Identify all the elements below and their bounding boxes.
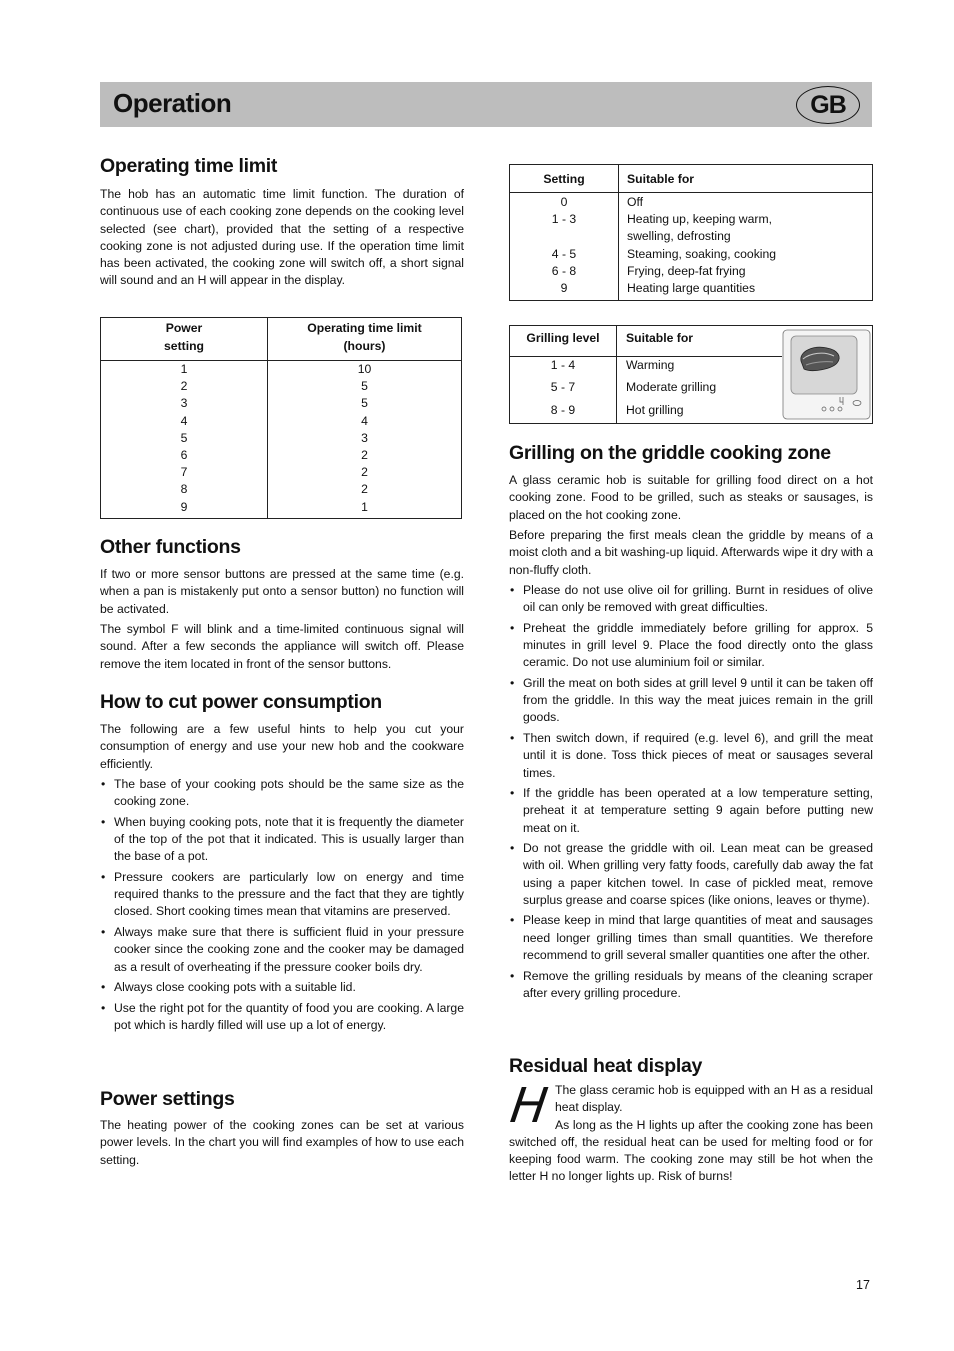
grill-suitable-for-header: Suitable for	[626, 331, 694, 345]
residual-heat-symbol: H	[507, 1078, 552, 1134]
list-item: • When buying cooking pots, note that it is frequently the diameter of the top of the pot that it indicated. This is usually larger than the base of a pot.	[100, 814, 464, 866]
grill-level-2: 5 - 7	[550, 380, 576, 394]
power-settings-heading: Power settings	[100, 1088, 235, 1110]
griddle-para-2: Before preparing the first meals clean the griddle by means of a moist cloth and a bit washing-up liquid. Afterwards wipe it dry with a non-fluffy cloth.	[509, 528, 873, 577]
other-functions-heading: Other functions	[100, 536, 241, 558]
suitable-for-header: Suitable for	[619, 165, 873, 193]
grill-level-1: 1 - 4	[550, 358, 576, 372]
page-number: 17	[856, 1278, 870, 1292]
time-limit-value: 10	[357, 362, 372, 376]
grill-use-1: Warming	[626, 358, 675, 372]
power-setting-values	[101, 361, 268, 519]
time-limit-value: 5	[361, 379, 368, 394]
grill-level-3: 8 - 9	[550, 403, 576, 417]
page-title: Operation	[113, 88, 232, 118]
header-bar	[100, 82, 872, 127]
list-item: • Remove the grilling residuals by means of the cleaning scraper after every grilling procedure.	[509, 968, 873, 1003]
grill-use-2: Moderate grilling	[626, 380, 717, 394]
time-limit-value: 2	[361, 482, 368, 497]
list-item: • Pressure cookers are particularly low on energy and time required thanks to the pressure and the fact that they are tightly closed. Short cooking times mean that vitamins are preserved.	[100, 869, 464, 921]
other-functions-para-2: The symbol F will blink and a time-limited continuous signal will sound. After a few seconds the appliance will switch off. Please remove the item located in front of the sensor buttons.	[100, 622, 464, 671]
power-consumption-list	[100, 776, 464, 1037]
power-consumption-heading: How to cut power consumption	[100, 691, 382, 713]
list-item: • Please do not use olive oil for grilling. Burnt in residues of olive oil can only be removed with great difficulties.	[509, 582, 873, 617]
power-setting-value: 8	[180, 482, 188, 497]
suitable-for-values: Off Heating up, keeping warm, swelling, defrosting Steaming, soaking, cooking Frying, deep-fat frying Heating large quantities	[619, 193, 873, 301]
operating-time-limit-heading: Operating time limit	[100, 155, 278, 177]
power-consumption-intro: The following are a few useful hints to help you cut your consumption of energy and use your new hob and the cookware efficiently.	[100, 722, 464, 771]
grill-table	[509, 325, 873, 424]
power-setting-header: Power setting	[101, 318, 268, 361]
griddle-hob-illustration	[782, 329, 872, 421]
list-item: • Grill the meat on both sides at grill level 9 until it can be taken off from the griddle. In this way the meat juices remain in the grill goods.	[509, 675, 873, 727]
grill-use-3: Hot grilling	[626, 403, 684, 417]
time-limit-table	[100, 317, 462, 519]
power-setting-value: 1	[180, 362, 188, 376]
power-setting-value: 2	[180, 379, 188, 394]
time-limit-value: 4	[361, 413, 368, 428]
griddle-heading: Grilling on the griddle cooking zone	[509, 442, 831, 464]
time-limit-value: 1	[361, 499, 368, 514]
time-limit-values	[268, 361, 462, 519]
time-limit-value: 3	[361, 430, 368, 445]
list-item: • The base of your cooking pots should be the same size as the cooking zone.	[100, 776, 464, 811]
power-setting-value: 9	[180, 499, 188, 514]
time-limit-value: 2	[361, 448, 368, 463]
power-setting-value: 6	[180, 448, 188, 463]
griddle-para-1: A glass ceramic hob is suitable for grilling food direct on a hot cooking zone. Food to be grilled, such as steaks or sausages, is placed on the hot cooking zone.	[509, 473, 873, 522]
list-item: • If the griddle has been operated at a low temperature setting, preheat it at temperature setting 9 again before putting new meat on it.	[509, 785, 873, 837]
power-setting-value: 4	[180, 413, 188, 428]
settings-table	[509, 164, 873, 301]
griddle-list	[509, 582, 873, 1005]
list-item: • Always close cooking pots with a suitable lid.	[100, 979, 464, 996]
list-item: • Then switch down, if required (e.g. level 6), and grill the meat until it is done. Toss thick pieces of meat or sausages several times.	[509, 730, 873, 782]
list-item: • Please keep in mind that large quantities of meat and sausages need longer grilling times than small quantities. We therefore recommend to grill several smaller quantities one after the other.	[509, 912, 873, 964]
list-item: • Always make sure that there is sufficient fluid in your pressure cooker since the cooking zone and the cooker may be damaged as a result of overheating if the pressure cooker boils dry.	[100, 924, 464, 976]
power-setting-value: 3	[180, 396, 188, 411]
residual-heat-heading: Residual heat display	[509, 1055, 703, 1077]
language-badge: GB	[796, 86, 860, 124]
operating-time-limit-text: The hob has an automatic time limit function. The duration of continuous use of each cooking zone depends on the cooking level selected (see chart), provided that the setting of a respective cooking zone is not adjusted during use. If the operation time limit has been activated, the cooking zone will switch off, a short signal will sound and an H will appear in the display.	[100, 187, 464, 288]
list-item: • Use the right pot for the quantity of food you are cooking. A large pot which is hardly filled will use up a lot of energy.	[100, 1000, 464, 1035]
power-settings-text: The heating power of the cooking zones can be set at various power levels. In the chart you will find examples of how to use each setting.	[100, 1118, 464, 1167]
power-setting-value: 5	[180, 430, 188, 445]
grilling-level-header: Grilling level	[526, 331, 600, 345]
time-limit-value: 5	[361, 396, 368, 411]
other-functions-para-1: If two or more sensor buttons are pressed at the same time (e.g. when a pan is mistakenly put onto a sensor button) no function will be activated.	[100, 567, 464, 616]
time-limit-value: 2	[361, 465, 368, 480]
list-item: • Preheat the griddle immediately before grilling for approx. 5 minutes in grill level 9. Place the food directly onto the glass ceramic. Do not use aluminium foil or similar.	[509, 620, 873, 672]
setting-values: 0 1 - 3 4 - 5 6 - 8 9	[510, 193, 619, 301]
time-limit-header: Operating time limit (hours)	[268, 318, 462, 361]
power-setting-value: 7	[180, 465, 188, 480]
setting-header: Setting	[510, 165, 619, 193]
residual-heat-text: The glass ceramic hob is equipped with an H as a residual heat display. As long as the H lights up after the cooking zone has been switched off, the residual heat can be used for melting food or for keeping food warm. The cooking zone may still be hot when the letter H no longer lights up. Risk of burns!	[509, 1083, 873, 1184]
residual-heat-block	[507, 1078, 873, 1186]
list-item: • Do not grease the griddle with oil. Lean meat can be greased with oil. When grilling very fatty foods, carefully dab away the fat using a paper kitchen towel. In case of pickled meat, remove surplus grease and coarse spices (like onions, leaves or thyme).	[509, 840, 873, 909]
